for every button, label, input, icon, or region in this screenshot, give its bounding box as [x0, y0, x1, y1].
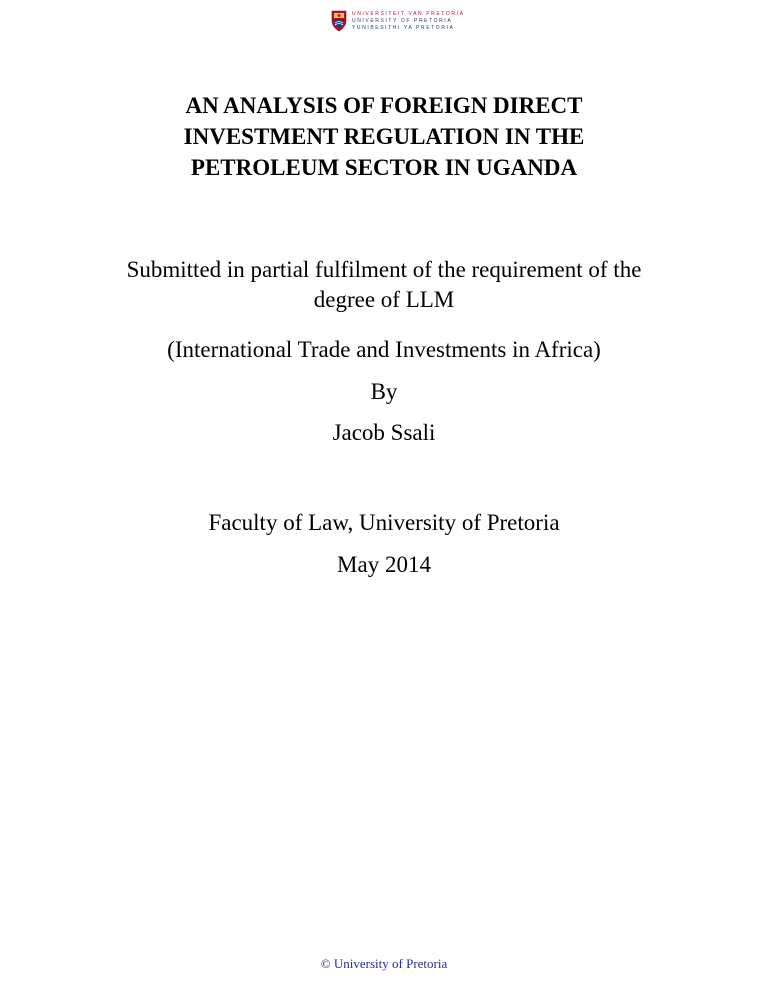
author-name: Jacob Ssali: [332, 420, 436, 445]
copyright-footer: © University of Pretoria: [320, 956, 448, 971]
faculty-line: Faculty of Law, University of Pretoria: [208, 510, 560, 535]
title-line-2: INVESTMENT REGULATION IN THE: [183, 124, 585, 149]
submission-date: May 2014: [337, 552, 431, 577]
degree-program: (International Trade and Investments in Africa): [167, 337, 601, 362]
title-line-3: PETROLEUM SECTOR IN UGANDA: [190, 155, 578, 180]
logo-wordmark: [352, 11, 465, 32]
university-logo: [331, 10, 465, 32]
logo-line-english: UNIVERSITY OF PRETORIA: [352, 17, 453, 24]
crest-icon: [331, 10, 347, 32]
by-label: By: [370, 379, 398, 404]
logo-line-sepedi: YUNIBESITHI YA PRETORIA: [352, 24, 455, 31]
logo-line-afrikaans: UNIVERSITEIT VAN PRETORIA: [352, 10, 465, 17]
submission-line-1: Submitted in partial fulfilment of the requirement of the: [126, 257, 642, 282]
submission-line-2: degree of LLM: [313, 287, 455, 312]
title-line-1: AN ANALYSIS OF FOREIGN DIRECT: [185, 93, 583, 118]
document-title: [0, 90, 768, 183]
